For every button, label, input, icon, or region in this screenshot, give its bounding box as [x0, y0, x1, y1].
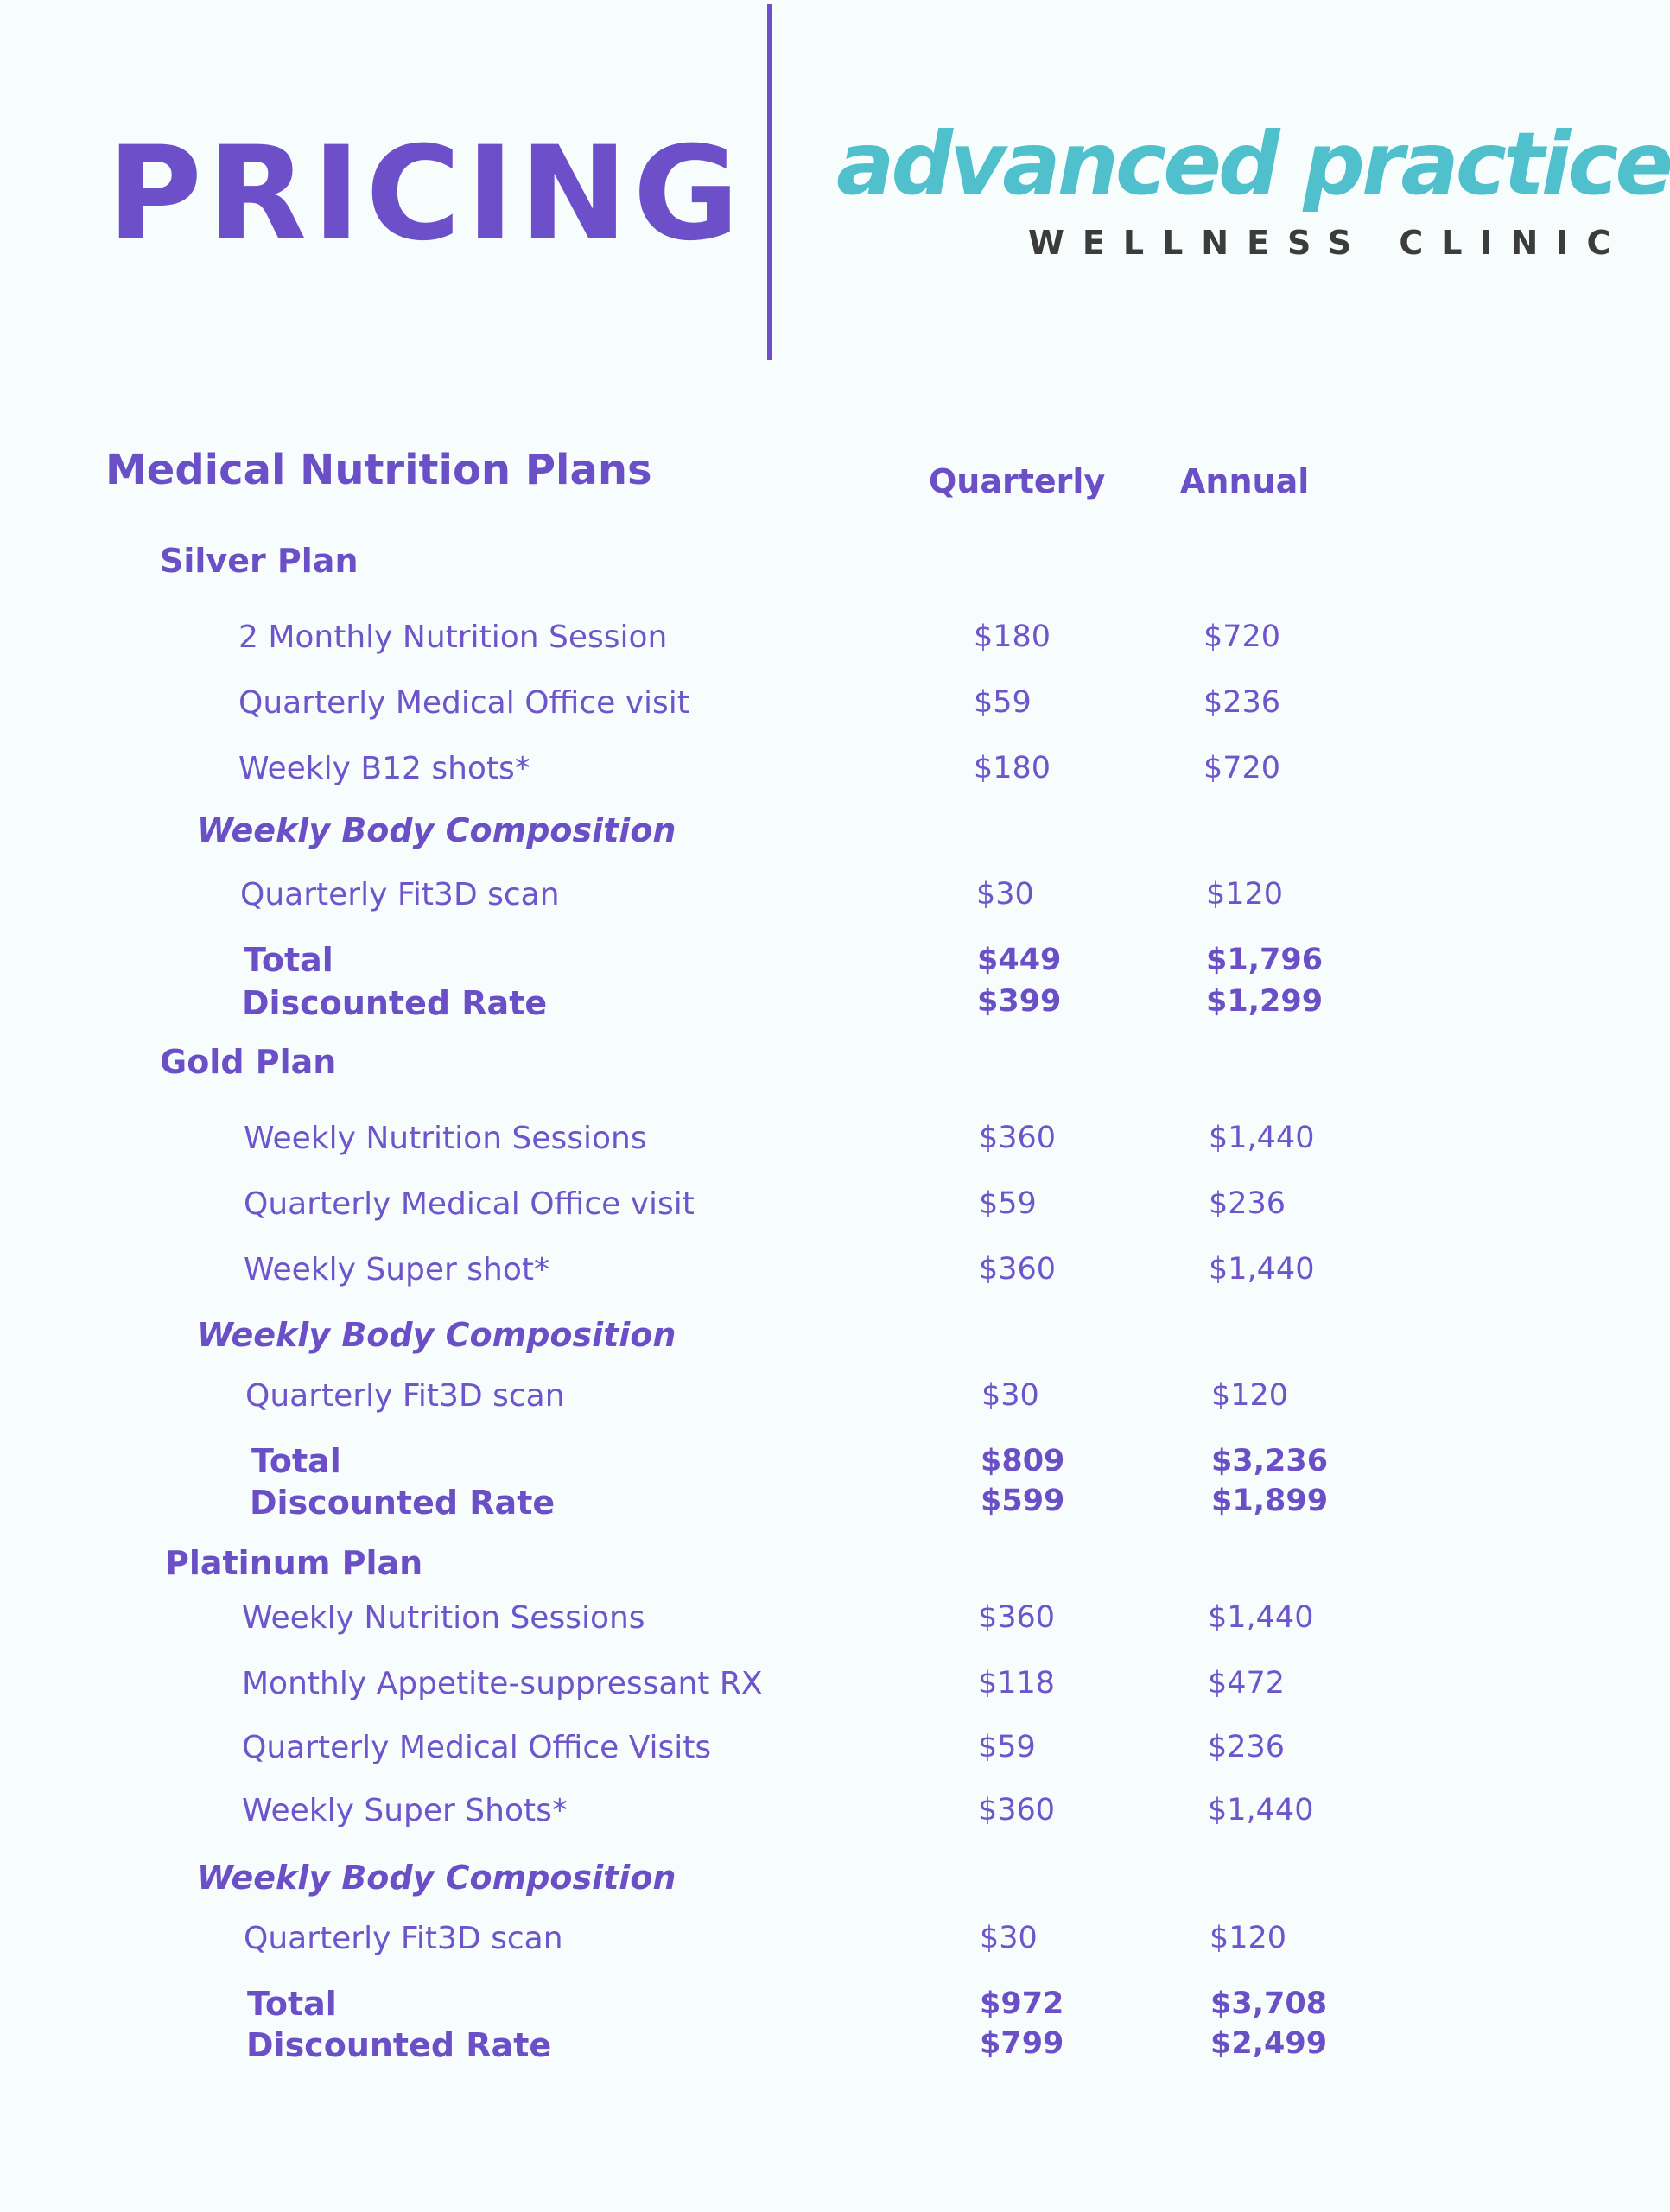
item-quarterly-price: $59	[978, 1730, 1036, 1764]
item-label: 2 Monthly Nutrition Session	[238, 620, 668, 655]
column-header-annual: Annual	[1180, 462, 1310, 500]
column-header-quarterly: Quarterly	[929, 462, 1106, 500]
item-quarterly-price: $30	[980, 1921, 1038, 1955]
total-label: Total	[244, 941, 333, 979]
discounted-rate-label: Discounted Rate	[242, 984, 548, 1022]
discounted-quarterly-price: $599	[981, 1484, 1065, 1518]
item-annual-price: $1,440	[1209, 1252, 1315, 1287]
item-annual-price: $236	[1209, 1186, 1286, 1221]
item-label: Weekly Super Shots*	[242, 1793, 568, 1828]
discounted-annual-price: $1,299	[1206, 984, 1324, 1019]
item-annual-price: $236	[1208, 1730, 1286, 1764]
discounted-rate-label: Discounted Rate	[250, 1484, 556, 1522]
total-quarterly-price: $972	[980, 1986, 1064, 2021]
item-label: Quarterly Fit3D scan	[240, 877, 560, 912]
item-label: Quarterly Medical Office Visits	[242, 1730, 712, 1765]
item-label: Monthly Appetite-suppressant RX	[242, 1666, 763, 1701]
item-label: Quarterly Medical Office visit	[238, 685, 689, 721]
plan-title-silver: Silver Plan	[160, 542, 359, 580]
item-label: Quarterly Medical Office visit	[244, 1186, 695, 1222]
item-quarterly-price: $360	[978, 1600, 1056, 1635]
item-label: Weekly B12 shots*	[238, 751, 530, 786]
discounted-quarterly-price: $799	[980, 2026, 1064, 2061]
item-annual-price: $1,440	[1209, 1121, 1315, 1155]
item-annual-price: $1,440	[1208, 1600, 1314, 1635]
total-quarterly-price: $449	[977, 943, 1062, 977]
item-quarterly-price: $180	[974, 620, 1051, 654]
item-annual-price: $720	[1203, 751, 1281, 785]
item-annual-price: $120	[1211, 1378, 1289, 1413]
item-label: Weekly Super shot*	[244, 1252, 550, 1287]
discounted-quarterly-price: $399	[977, 984, 1062, 1019]
item-annual-price: $120	[1210, 1921, 1287, 1955]
total-annual-price: $3,236	[1211, 1444, 1329, 1478]
total-annual-price: $1,796	[1206, 943, 1324, 977]
item-label: Weekly Nutrition Sessions	[242, 1600, 645, 1636]
plan-title-platinum: Platinum Plan	[165, 1544, 423, 1582]
item-quarterly-price: $360	[979, 1121, 1057, 1155]
item-quarterly-price: $30	[976, 877, 1034, 912]
item-annual-price: $1,440	[1208, 1793, 1314, 1827]
item-label: Quarterly Fit3D scan	[245, 1378, 565, 1414]
header-divider	[767, 4, 772, 360]
discounted-annual-price: $1,899	[1211, 1484, 1329, 1518]
body-composition-heading: Weekly Body Composition	[197, 1859, 676, 1897]
total-label: Total	[251, 1442, 341, 1480]
section-title: Medical Nutrition Plans	[105, 446, 652, 494]
item-annual-price: $236	[1203, 685, 1281, 720]
item-label: Weekly Nutrition Sessions	[244, 1121, 647, 1156]
total-label: Total	[247, 1985, 337, 2023]
item-annual-price: $472	[1208, 1666, 1286, 1700]
total-quarterly-price: $809	[981, 1444, 1065, 1478]
item-quarterly-price: $118	[978, 1666, 1056, 1700]
page-title: PRICING	[107, 119, 745, 270]
item-label: Quarterly Fit3D scan	[244, 1921, 563, 1956]
plan-title-gold: Gold Plan	[160, 1043, 337, 1081]
item-quarterly-price: $30	[981, 1378, 1039, 1413]
body-composition-heading: Weekly Body Composition	[197, 811, 676, 849]
item-annual-price: $120	[1206, 877, 1284, 912]
discounted-annual-price: $2,499	[1210, 2026, 1328, 2061]
item-quarterly-price: $180	[974, 751, 1051, 785]
item-quarterly-price: $360	[978, 1793, 1056, 1827]
item-quarterly-price: $59	[974, 685, 1032, 720]
body-composition-heading: Weekly Body Composition	[197, 1316, 676, 1354]
item-quarterly-price: $59	[979, 1186, 1037, 1221]
clinic-logo-subtitle: WELLNESS CLINIC	[1028, 224, 1629, 262]
item-quarterly-price: $360	[979, 1252, 1057, 1287]
total-annual-price: $3,708	[1210, 1986, 1328, 2021]
clinic-logo-wordmark: advanced practice	[836, 113, 1670, 214]
discounted-rate-label: Discounted Rate	[246, 2026, 552, 2064]
item-annual-price: $720	[1203, 620, 1281, 654]
